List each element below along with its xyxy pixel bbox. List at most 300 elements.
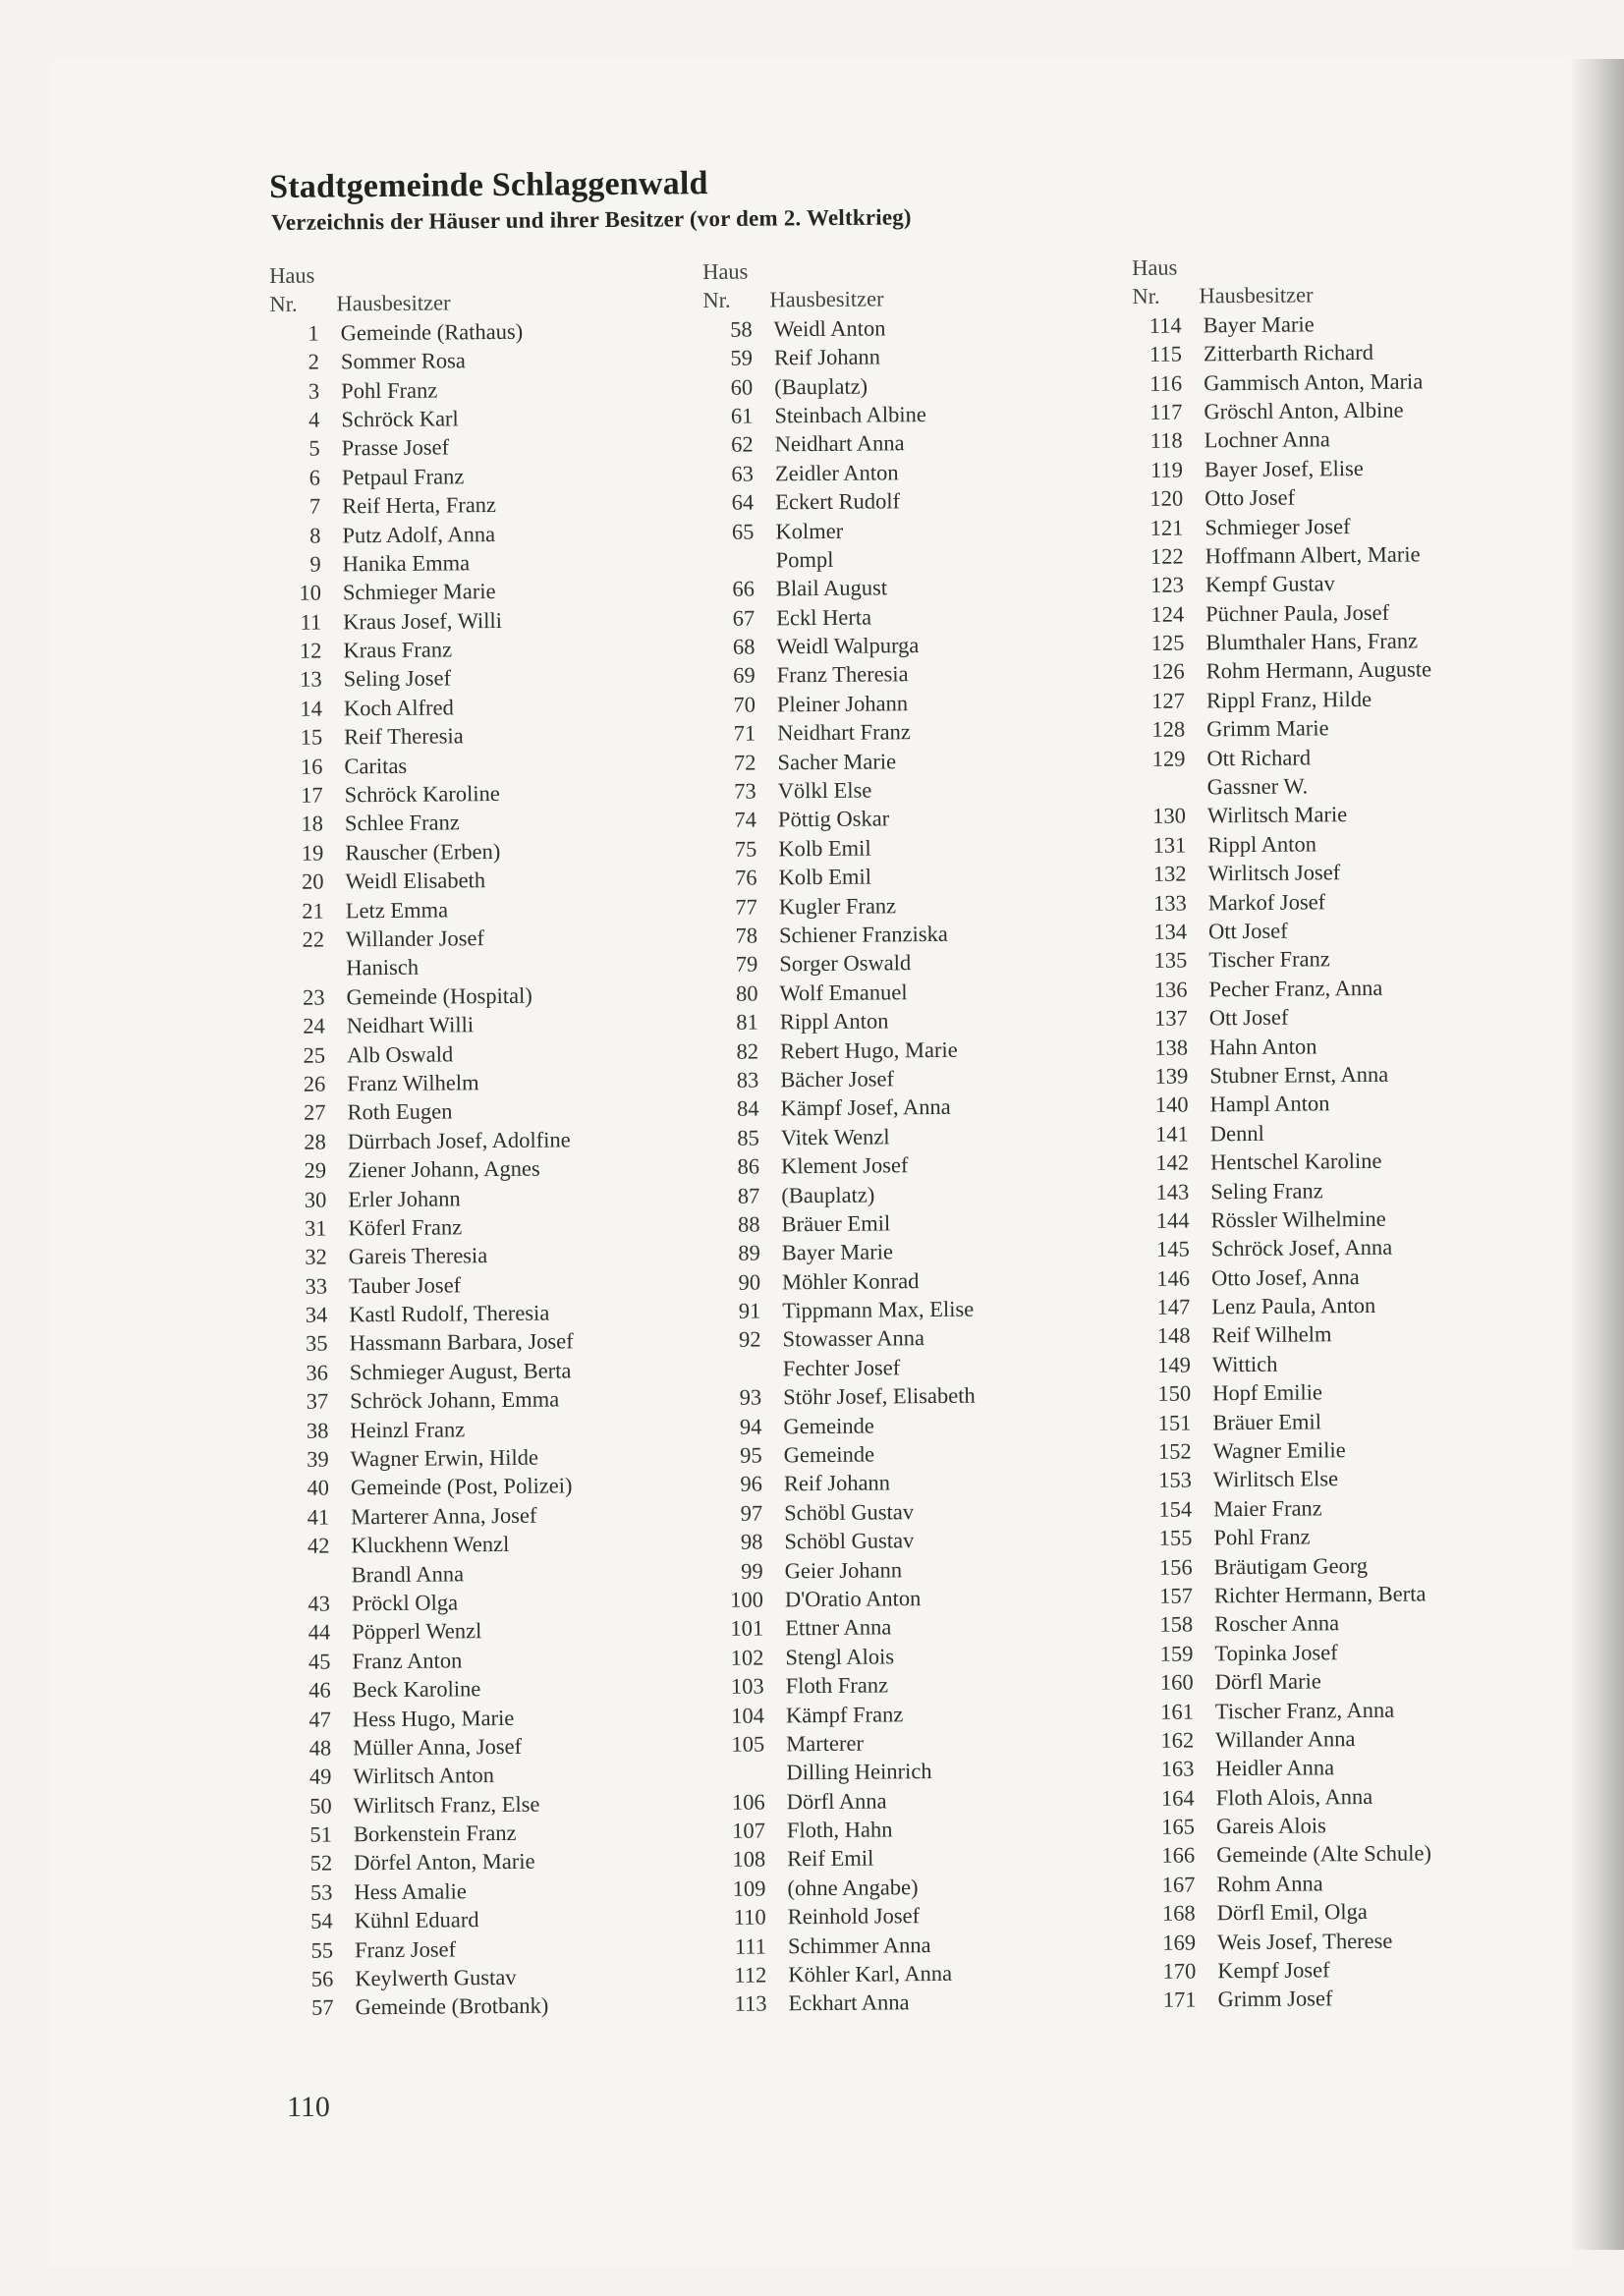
list-item: [1139, 1058, 1571, 1091]
list-item: [1138, 943, 1570, 976]
owner-name: Caritas: [344, 753, 408, 778]
list-item: [1144, 1549, 1576, 1582]
list-item: [1136, 741, 1568, 773]
list-item: [273, 691, 705, 723]
owner-name: Pöttig Oskar: [777, 806, 890, 832]
house-number: 74: [734, 807, 757, 833]
list-item: [715, 1726, 1148, 1759]
house-number: 97: [740, 1500, 763, 1526]
house-number: 141: [1154, 1121, 1189, 1147]
list-item: [708, 947, 1141, 980]
owner-name: Reif Emil: [787, 1846, 874, 1872]
house-number: 90: [738, 1269, 761, 1295]
list-item: [274, 777, 706, 810]
list-item: [283, 1875, 715, 1907]
list-item: [1146, 1867, 1578, 1899]
list-item: [714, 1582, 1147, 1614]
list-item: [1134, 452, 1566, 484]
list-item: [1138, 885, 1570, 918]
list-item: [1135, 625, 1567, 657]
house-number: 154: [1158, 1496, 1193, 1522]
owner-name: Sacher Marie: [777, 748, 897, 774]
list-item: [1143, 1463, 1575, 1495]
list-item: [706, 658, 1139, 691]
house-number: 68: [732, 634, 756, 659]
house-number: 81: [736, 1009, 758, 1035]
house-number: 136: [1153, 977, 1188, 1002]
list-item: [1146, 1838, 1578, 1871]
page-subtitle: Verzeichnis der Häuser und ihrer Besitzer (vor dem 2. Weltkrieg): [271, 204, 912, 235]
owner-name: Alb Oswald: [346, 1040, 454, 1067]
owner-name: Kolb Emil: [778, 835, 871, 862]
owner-name: Richter Hermann, Berta: [1213, 1581, 1427, 1608]
owner-name: Ziener Johann, Agnes: [347, 1155, 540, 1183]
list-item: [280, 1528, 712, 1560]
owner-name: Bräuer Emil: [781, 1210, 891, 1237]
owner-name: Franz Anton: [352, 1648, 463, 1674]
column-rows: [270, 315, 717, 2023]
owner-name: Heidler Anna: [1215, 1755, 1335, 1781]
list-item: [1133, 308, 1565, 340]
list-item: [711, 1322, 1144, 1355]
list-item: [709, 1091, 1142, 1123]
owner-name: Blumthaler Hans, Franz: [1205, 628, 1419, 655]
owner-name: Reif Theresia: [344, 723, 464, 750]
house-number: 32: [305, 1244, 327, 1270]
list-item: [1136, 683, 1568, 715]
house-number: 52: [309, 1850, 333, 1876]
owner-name: Maier Franz: [1213, 1495, 1322, 1522]
list-item: [707, 803, 1140, 835]
house-number: 39: [307, 1446, 329, 1472]
house-number: 88: [737, 1211, 760, 1237]
house-number: 82: [736, 1038, 759, 1064]
list-item: [1138, 972, 1570, 1004]
list-item: [716, 1842, 1148, 1875]
owner-name: Kolmer: [775, 518, 844, 543]
house-number: 101: [730, 1615, 764, 1642]
list-item: [714, 1553, 1147, 1586]
house-number: 119: [1149, 457, 1184, 482]
owner-name: Stengl Alois: [785, 1644, 895, 1670]
list-item: [704, 426, 1137, 459]
owner-name: Gröschl Anton, Albine: [1204, 397, 1404, 424]
list-item: [1139, 1030, 1571, 1062]
owner-name: Petpaul Franz: [341, 464, 465, 490]
house-number: 168: [1161, 1900, 1196, 1927]
list-item: [703, 311, 1136, 344]
house-number: 6: [308, 465, 321, 490]
owner-name: Eckhart Anna: [788, 1989, 910, 2016]
list-item: [716, 1784, 1148, 1817]
house-number: 92: [739, 1326, 761, 1353]
owner-name: Reif Wilhelm: [1211, 1321, 1332, 1348]
owner-name: Kraus Josef, Willi: [343, 607, 503, 635]
list-item: [278, 1326, 710, 1359]
owner-name: Weidl Anton: [773, 315, 886, 342]
owner-name: Püchner Paula, Josef: [1205, 599, 1390, 627]
owner-name: Pohl Franz: [1213, 1524, 1311, 1550]
house-number: 152: [1157, 1438, 1192, 1464]
list-item: [282, 1702, 714, 1734]
list-item: [271, 460, 703, 492]
house-number: 115: [1148, 341, 1183, 367]
house-number: 93: [739, 1384, 762, 1410]
owner-name: Reinhold Josef: [787, 1903, 921, 1930]
house-number: 118: [1149, 427, 1183, 454]
owner-name: Schröck Josef, Anna: [1210, 1235, 1393, 1261]
list-item: [704, 514, 1137, 546]
house-number: 51: [309, 1821, 333, 1847]
house-number: 14: [300, 696, 323, 721]
list-item: [706, 745, 1139, 777]
list-item: [708, 889, 1141, 922]
owner-name: Wirlitsch Josef: [1207, 860, 1341, 886]
column-header-nr: Nr.: [269, 292, 298, 317]
owner-name: Brandl Anna: [351, 1560, 465, 1587]
owner-name: Keylwerth Gustav: [355, 1964, 517, 1991]
list-item: [271, 488, 703, 521]
owner-name: Pompl: [775, 546, 834, 573]
house-number: 138: [1154, 1035, 1189, 1060]
list-item: [711, 1235, 1144, 1267]
list-item: [270, 402, 702, 434]
house-number: 21: [302, 898, 324, 924]
owner-name: Roscher Anna: [1214, 1610, 1340, 1637]
list-item: [1141, 1231, 1573, 1263]
list-item: [281, 1557, 713, 1590]
house-number: 17: [301, 782, 323, 808]
owner-name: Dürrbach Josef, Adolfine: [347, 1127, 571, 1154]
list-item: [1137, 769, 1569, 802]
list-item: [276, 1094, 708, 1127]
owner-name: Lochner Anna: [1204, 426, 1330, 453]
owner-name: Schimmer Anna: [787, 1932, 931, 1958]
owner-name: Schröck Johann, Emma: [350, 1386, 560, 1414]
list-item: [1147, 1953, 1579, 1986]
column-1: [269, 257, 717, 2023]
list-item: [273, 749, 705, 781]
house-number: 122: [1149, 543, 1184, 569]
owner-name: Kugler Franz: [778, 892, 897, 919]
owner-name: Wirlitsch Franz, Else: [353, 1791, 540, 1819]
owner-name: D'Oratio Anton: [784, 1586, 922, 1612]
owner-name: Tischer Franz: [1208, 946, 1330, 973]
house-number: 128: [1151, 716, 1186, 743]
owner-name: Rössler Wilhelmine: [1210, 1205, 1386, 1233]
house-number: 41: [307, 1504, 330, 1530]
house-number: 59: [730, 345, 754, 370]
house-number: 98: [740, 1529, 763, 1554]
owner-name: Reif Johann: [783, 1470, 891, 1496]
list-item: [274, 864, 706, 896]
house-number: 84: [736, 1095, 759, 1122]
owner-name: Otto Josef: [1204, 484, 1296, 511]
list-item: [283, 1846, 715, 1878]
house-number: 63: [731, 461, 755, 486]
house-number: 46: [308, 1677, 331, 1703]
list-item: [279, 1383, 711, 1416]
house-number: 146: [1156, 1265, 1191, 1291]
column-2: [702, 253, 1150, 2019]
list-item: [277, 1152, 709, 1185]
owner-name: Dennl: [1209, 1120, 1264, 1147]
list-item: [706, 687, 1139, 719]
owner-name: Tauber Josef: [348, 1272, 462, 1299]
list-item: [703, 340, 1136, 372]
owner-name: Gareis Alois: [1215, 1813, 1326, 1839]
list-item: [1147, 1925, 1579, 1957]
list-item: [1135, 567, 1567, 599]
list-item: [284, 1932, 716, 1965]
owner-name: Kühnl Eduard: [354, 1907, 479, 1933]
owner-name: Bräutigam Georg: [1213, 1552, 1369, 1579]
list-item: [708, 918, 1141, 950]
house-number: 155: [1158, 1525, 1193, 1550]
house-number: 42: [307, 1533, 330, 1558]
owner-name: Kämpf Franz: [785, 1701, 904, 1727]
list-item: [1146, 1780, 1578, 1813]
house-number: 158: [1159, 1611, 1194, 1638]
owner-name: Rauscher (Erben): [345, 838, 501, 866]
column-header: [702, 283, 1135, 315]
owner-name: Kolb Emil: [778, 864, 871, 890]
owner-name: Hess Amalie: [354, 1878, 467, 1905]
list-item: [715, 1668, 1148, 1701]
house-number: 142: [1155, 1149, 1190, 1175]
owner-name: Schöbl Gustav: [784, 1528, 915, 1554]
list-item: [703, 398, 1136, 430]
list-item: [278, 1268, 710, 1301]
list-item: [714, 1640, 1147, 1672]
owner-name: Geier Johann: [784, 1556, 903, 1583]
list-item: [709, 1004, 1142, 1036]
owner-name: Gareis Theresia: [348, 1243, 488, 1269]
house-number: 61: [730, 403, 754, 428]
list-item: [712, 1409, 1145, 1441]
house-number: 170: [1162, 1958, 1197, 1984]
owner-name: Pleiner Johann: [776, 691, 909, 717]
owner-name: Rohm Hermann, Auguste: [1205, 656, 1432, 684]
house-number: 109: [732, 1876, 766, 1901]
house-number: 36: [306, 1360, 328, 1385]
list-item: [1133, 394, 1565, 426]
list-item: [703, 369, 1136, 402]
owner-name: Schmieger Josef: [1204, 513, 1351, 539]
house-number: 35: [306, 1330, 328, 1357]
list-item: [1135, 596, 1567, 629]
house-number: 106: [731, 1789, 765, 1815]
house-number: 150: [1157, 1380, 1192, 1407]
house-number: 127: [1151, 688, 1186, 713]
list-item: [711, 1293, 1144, 1325]
list-item: [1139, 1087, 1571, 1119]
list-item: [282, 1672, 714, 1705]
list-item: [707, 773, 1140, 806]
list-item: [1134, 422, 1566, 455]
owner-name: Putz Adolf, Anna: [342, 521, 496, 547]
list-item: [704, 456, 1137, 488]
house-number: 3: [308, 378, 320, 404]
house-number: 99: [741, 1558, 763, 1584]
owner-name: Hoffmann Albert, Marie: [1204, 541, 1421, 569]
list-item: [283, 1788, 715, 1820]
owner-name: Marterer: [786, 1730, 865, 1757]
owner-name: Hentschel Karoline: [1209, 1148, 1382, 1175]
owner-name: Ettner Anna: [785, 1614, 892, 1641]
house-number: 132: [1152, 861, 1187, 887]
owner-name: Gassner W.: [1206, 773, 1309, 800]
owner-name: Gemeinde (Rathaus): [340, 318, 524, 346]
house-number: 22: [302, 926, 325, 952]
owner-name: Hassmann Barbara, Josef: [349, 1328, 574, 1356]
house-number: 69: [733, 663, 756, 689]
house-number: 91: [738, 1298, 761, 1323]
house-number: 156: [1158, 1554, 1193, 1580]
list-item: [717, 1957, 1149, 1989]
house-number: 50: [309, 1793, 332, 1819]
owner-name: Dörfel Anton, Marie: [354, 1849, 535, 1876]
house-number: 105: [731, 1731, 765, 1757]
list-item: [717, 1899, 1149, 1932]
list-item: [706, 715, 1139, 748]
owner-name: Eckl Herta: [776, 604, 872, 631]
house-number: 9: [309, 551, 321, 577]
list-item: [1142, 1375, 1574, 1408]
list-item: [1142, 1347, 1574, 1379]
house-number: 72: [733, 750, 756, 775]
list-item: [1145, 1722, 1577, 1755]
list-item: [1134, 480, 1566, 513]
house-number: 27: [303, 1099, 326, 1126]
owner-name: Fechter Josef: [782, 1355, 901, 1381]
list-item: [272, 546, 704, 579]
house-number: 112: [734, 1962, 767, 1988]
list-item: [705, 600, 1138, 633]
house-number: 2: [308, 349, 320, 374]
list-item: [280, 1441, 712, 1474]
list-item: [1144, 1636, 1576, 1668]
owner-name: Seling Josef: [343, 665, 452, 692]
owner-name: Willander Josef: [345, 925, 485, 952]
owner-name: Hanika Emma: [342, 550, 471, 577]
owner-name: Kempf Josef: [1217, 1957, 1330, 1984]
owner-name: Tischer Franz, Anna: [1214, 1697, 1395, 1723]
list-item: [704, 484, 1137, 517]
owner-name: Gemeinde (Alte Schule): [1216, 1840, 1432, 1868]
owner-name: Wagner Emilie: [1212, 1437, 1346, 1464]
list-item: [1136, 654, 1568, 687]
house-number: 171: [1162, 1987, 1197, 2013]
list-item: [1136, 711, 1568, 744]
list-item: [284, 1990, 716, 2023]
list-item: [280, 1499, 712, 1532]
owner-name: Rohm Anna: [1216, 1871, 1323, 1897]
house-number: 20: [301, 868, 324, 894]
house-number: 18: [301, 811, 324, 837]
owner-name: Pröckl Olga: [351, 1590, 459, 1616]
list-item: [276, 1008, 708, 1040]
list-item: [278, 1239, 710, 1271]
list-item: [705, 629, 1138, 661]
owner-name: Sommer Rosa: [340, 348, 466, 374]
house-number: 108: [732, 1846, 766, 1873]
column-header-haus: Haus: [1132, 254, 1178, 280]
house-number: 166: [1161, 1842, 1196, 1869]
house-number: 162: [1160, 1727, 1195, 1753]
house-number: 96: [740, 1471, 763, 1497]
house-number: 57: [310, 1994, 334, 2021]
list-item: [282, 1730, 714, 1763]
house-number: 23: [302, 984, 325, 1010]
list-item: [709, 1034, 1142, 1066]
house-number: 15: [300, 724, 323, 750]
column-header-nr: Nr.: [1132, 284, 1160, 309]
house-number: 34: [305, 1302, 328, 1327]
house-number: 121: [1149, 515, 1184, 540]
owner-name: Müller Anna, Josef: [353, 1733, 523, 1761]
owner-name: Bächer Josef: [780, 1066, 894, 1092]
house-number: 64: [731, 489, 755, 515]
house-number: 145: [1155, 1236, 1190, 1262]
list-item: [276, 1037, 708, 1070]
house-number: 47: [308, 1707, 332, 1732]
house-number: 160: [1159, 1669, 1194, 1695]
house-number: 60: [730, 374, 754, 400]
owner-name: Ott Josef: [1207, 918, 1288, 944]
list-item: [710, 1120, 1143, 1152]
house-number: 137: [1153, 1005, 1188, 1031]
house-number: 12: [299, 638, 322, 663]
house-number: 167: [1161, 1872, 1196, 1897]
house-number: 44: [308, 1619, 331, 1646]
list-item: [272, 575, 704, 607]
list-item: [275, 980, 707, 1012]
list-item: [1147, 1895, 1579, 1928]
owner-name: Kastl Rudolf, Theresia: [349, 1300, 550, 1327]
list-item: [273, 719, 705, 752]
list-item: [1145, 1664, 1577, 1697]
owner-name: Kraus Franz: [343, 637, 453, 663]
list-item: [1143, 1520, 1575, 1552]
owner-name: Prasse Josef: [341, 434, 450, 461]
list-item: [270, 344, 702, 376]
owner-name: Vitek Wenzl: [780, 1124, 890, 1150]
list-item: [1138, 914, 1570, 946]
owner-name: Zeidler Anton: [774, 460, 899, 486]
owner-name: Schmieger August, Berta: [349, 1358, 572, 1385]
list-item: [274, 835, 706, 868]
list-item: [710, 1206, 1143, 1239]
owner-name: Gammisch Anton, Maria: [1204, 367, 1424, 395]
house-number: 45: [308, 1649, 331, 1674]
owner-name: Eckert Rudolf: [775, 488, 901, 515]
house-number: 151: [1157, 1410, 1192, 1435]
list-item: [713, 1524, 1146, 1556]
list-item: [279, 1355, 711, 1387]
house-number: 139: [1154, 1063, 1189, 1089]
list-item: [272, 604, 704, 637]
owner-name: Bayer Marie: [781, 1239, 894, 1265]
column-header: [1132, 279, 1564, 311]
owner-name: Wirlitsch Else: [1212, 1466, 1339, 1492]
house-number: 117: [1149, 399, 1183, 424]
list-item: [1144, 1578, 1576, 1610]
list-item: [282, 1759, 714, 1791]
owner-name: Bayer Marie: [1203, 311, 1315, 338]
list-item: [715, 1698, 1148, 1730]
owner-name: Hampl Anton: [1209, 1091, 1330, 1117]
